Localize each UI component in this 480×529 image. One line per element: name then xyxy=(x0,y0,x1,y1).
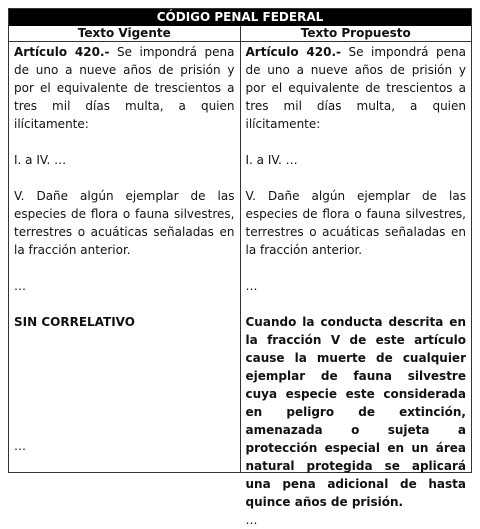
ellipsis-marker: … xyxy=(245,279,258,293)
proposed-text-cell xyxy=(241,42,472,527)
ellipsis-marker-end: … xyxy=(245,513,258,527)
fraction-range: I. a IV. … xyxy=(245,153,298,167)
article-paragraph xyxy=(246,43,467,133)
article-text: Se impondrá pena de uno a nueve años de prisión y por el equivalente de trescientos a tres mil días multa, a quien ilícitamente: xyxy=(245,45,466,131)
comparison-table xyxy=(8,8,472,527)
article-text: Se impondrá pena de uno a nueve años de prisión y por el equivalente de trescientos a tres mil días multa, a quien ilícitamente: xyxy=(14,45,235,131)
article-paragraph xyxy=(14,43,235,133)
ellipsis-marker-bottom: … xyxy=(14,439,26,453)
fraction-range: I. a IV. … xyxy=(14,153,67,167)
current-text-cell xyxy=(9,42,241,473)
fraction-v-text: V. Dañe algún ejemplar de las especies de flora o fauna silvestres, terrestres o acuáticas señaladas en la fracción anterior. xyxy=(245,189,466,257)
fraction-v-text: V. Dañe algún ejemplar de las especies de flora o fauna silvestres, terrestres o acuáticas señaladas en la fracción anterior. xyxy=(14,189,235,257)
table-title: CÓDIGO PENAL FEDERAL xyxy=(9,9,471,26)
table-body-row xyxy=(9,42,471,527)
article-label: Artículo 420.- xyxy=(245,45,342,59)
proposed-addition-paragraph: Cuando la conducta descrita en la fracción V de este artículo cause la muerte de cualquier ejemplar de fauna silvestre cuya especie este considerada en peligro de extinción, amenazada o sujeta a protección especial en un área natural protegida se aplicará una pena adicional de hasta quince años de prisión. xyxy=(245,315,466,509)
article-label: Artículo 420.- xyxy=(14,45,110,59)
column-header-current: Texto Vigente xyxy=(9,26,241,41)
column-headers xyxy=(9,26,471,42)
no-correlative-label: SIN CORRELATIVO xyxy=(14,315,135,329)
ellipsis-marker: … xyxy=(14,279,26,293)
column-header-proposed: Texto Propuesto xyxy=(300,26,411,40)
